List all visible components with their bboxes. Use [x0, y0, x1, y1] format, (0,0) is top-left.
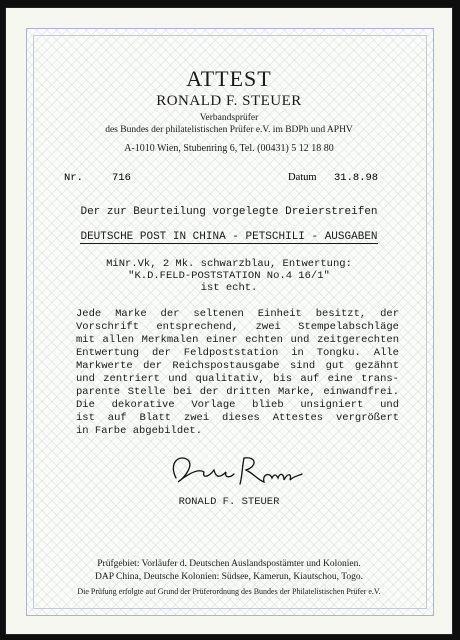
verdict-text: ist echt. [200, 282, 258, 294]
footer-scope: Prüfgebiet: Vorläufer d. Deutschen Auslandspostämter und Kolonien. [97, 559, 361, 569]
examiner-association: des Bundes der philatelistischen Prüfer e.V. im BDPh und APHV [105, 125, 353, 135]
body-line: und zentriert und qualitativ, bis auf eine trans- [76, 373, 399, 385]
body-line: parente Stelle bei der dritten Marke, einwandfrei. [76, 386, 399, 398]
certificate-title: ATTEST [186, 66, 272, 91]
intro-text: Der zur Beurteilung vorgelegte Dreierstreifen [80, 206, 378, 218]
examiner-name: RONALD F. STEUER [156, 93, 302, 109]
footer-areas: DAP China, Deutsche Kolonien: Südsee, Kamerun, Kiautschou, Togo. [95, 572, 363, 582]
body-line: Jede Marke der seltenen Einheit besitzt, der [76, 308, 399, 320]
body-line: in Farbe abgebildet. [76, 425, 203, 437]
certificate-sheet [6, 8, 452, 634]
body-line: Vorschrift entsprechend, zwei Stempelabschläge [76, 321, 399, 333]
examiner-role: Verbandsprüfer [199, 113, 259, 123]
footer-regulation: Die Prüfung erfolgte auf Grund der Prüferordnung des Bundes der Philatelistischen Prüfer e.V. [77, 587, 381, 596]
body-line: Entwertung der Feldpoststation in Tongku. Alle [76, 347, 399, 359]
signature-name: RONALD F. STEUER [178, 496, 280, 508]
body-line: Die dekorative Vorlage blieb unsigniert und [76, 399, 399, 411]
issue-headline [6, 231, 452, 243]
number-value: 716 [112, 172, 131, 184]
stamp-description: MiNr.Vk, 2 Mk. schwarzblau, Entwertung: [106, 258, 352, 270]
number-label: Nr. [64, 172, 83, 184]
issue-headline-text: DEUTSCHE POST IN CHINA - PETSCHILI - AUSGABEN [80, 231, 378, 243]
date-label: Datum [288, 172, 317, 183]
body-line: mit allen Merkmalen einer echten und zeitgerechten [76, 334, 399, 346]
body-line: Markwerte der Reichspostausgabe sind gut gezähnt [76, 360, 399, 372]
handwritten-signature [158, 448, 308, 492]
examiner-address: A-1010 Wien, Stubenring 6, Tel. (00431) 5 12 18 80 [124, 143, 334, 154]
date-value: 31.8.98 [334, 172, 379, 184]
body-line: ist auf Blatt zwei dieses Attestes vergrößert [76, 412, 399, 424]
cancellation-text: "K.D.FELD-POSTSTATION No.4 16/1" [128, 270, 330, 282]
